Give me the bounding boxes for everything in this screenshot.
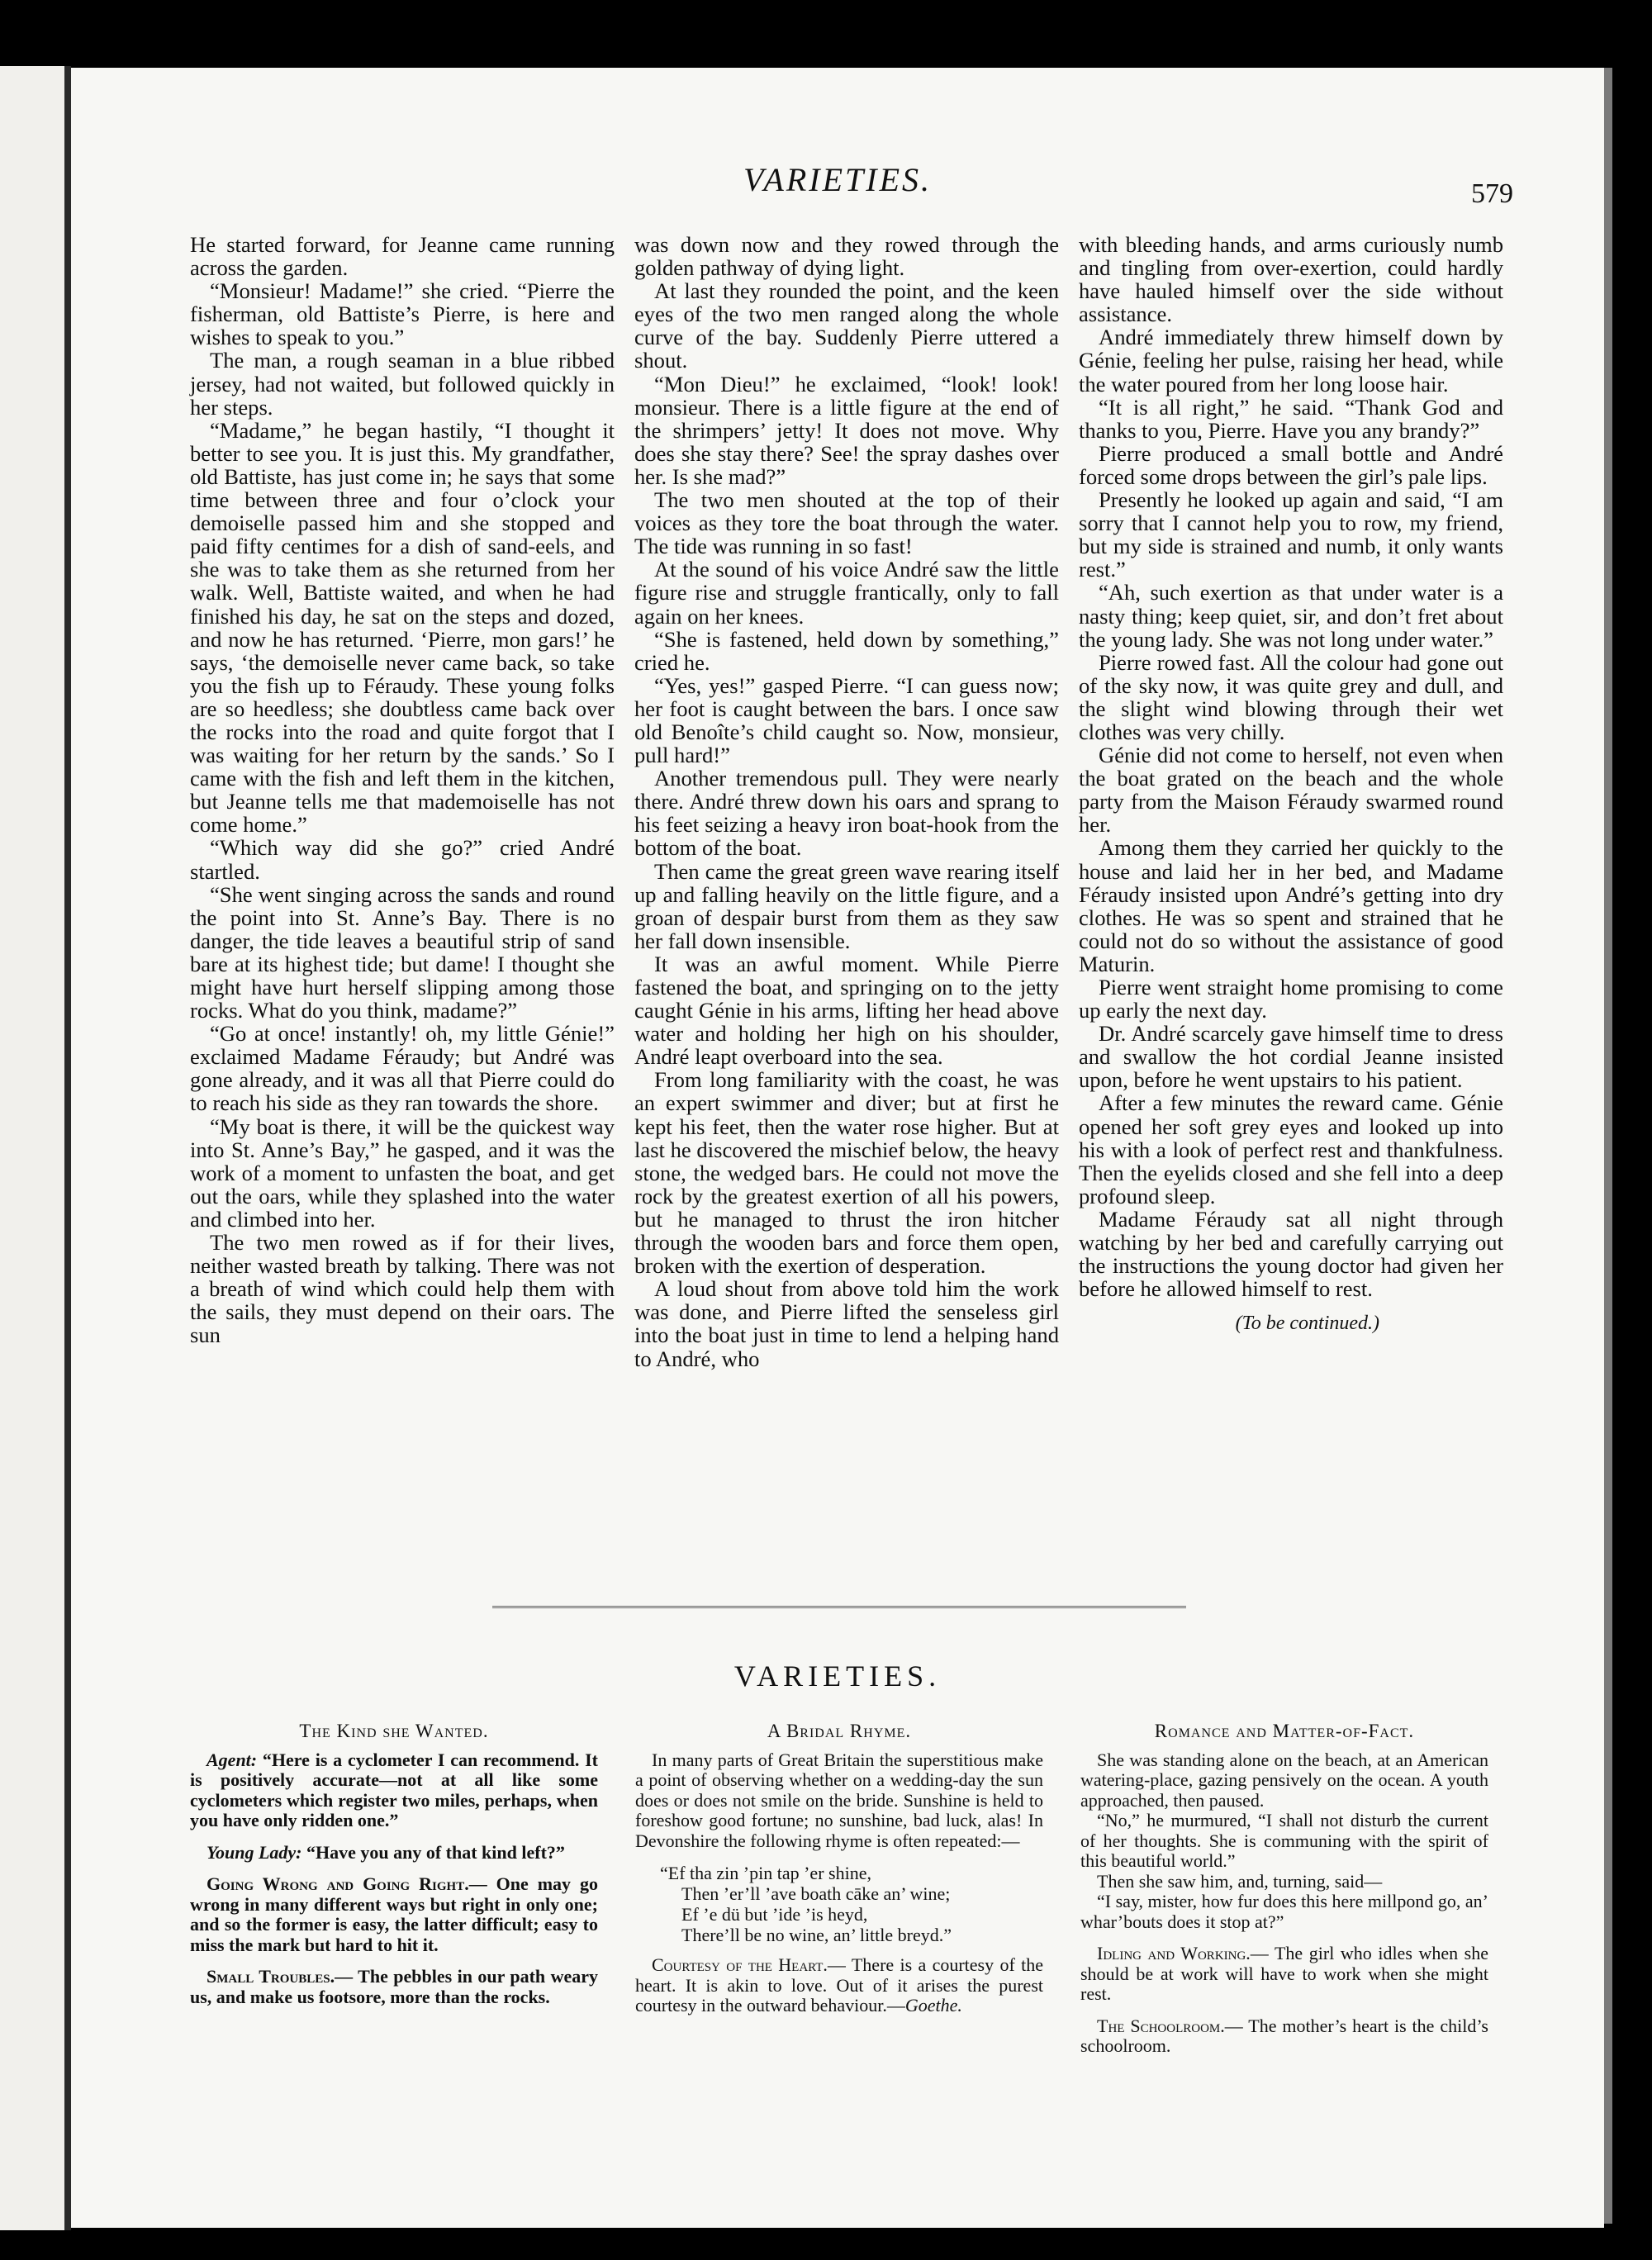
page-edge xyxy=(1604,68,1612,2224)
story-paragraph: From long familiarity with the coast, he was an expert swimmer and diver; but at first he kept his feet, then the water rose higher. But at last he discovered the mischief below, the heavy stone, the wedged bars. He could not move the rock by the greatest exertion of all his powers, but he managed to thrust the iron hitcher through the wooden bars and force them open, broken with the exertion of desperation. xyxy=(634,1067,1059,1279)
item-small-troubles xyxy=(190,1967,598,2007)
story-paragraph: He started forward, for Jeanne came running across the garden. xyxy=(190,232,615,281)
story-paragraph: “It is all right,” he said. “Thank God and thanks to you, Pierre. Have you any brandy?” xyxy=(1079,394,1503,443)
item-text: Then she saw him, and, turning, said— xyxy=(1097,1870,1383,1892)
varieties-column-1 xyxy=(190,1721,598,2019)
story-paragraph: Dr. André scarcely gave himself time to dress and swallow the hot cordial Jeanne insisted upon, before he went upstairs to his patient. xyxy=(1079,1021,1503,1093)
item-heading: Idling and Working.— xyxy=(1097,1943,1269,1963)
attribution: Goethe. xyxy=(904,1995,962,2015)
story-paragraph: At the sound of his voice André saw the little figure rise and struggle frantically, only to fall again on her knees. xyxy=(634,557,1059,629)
item-text: “No,” he murmured, “I shall not disturb the current of her thoughts. She is communing with the spirit of this beautiful world.” xyxy=(1080,1810,1488,1871)
item-text: The pebbles in our path weary us, and make us footsore, more than the rocks. xyxy=(190,1966,599,2007)
item-heading: A Bridal Rhyme. xyxy=(767,1721,912,1741)
speaker-label: Young Lady: xyxy=(206,1841,302,1863)
story-paragraph: Génie did not come to herself, not even when the boat grated on the beach and the whole party from the Maison Féraudy swarmed round her. xyxy=(1079,743,1503,838)
story-paragraph: André immediately threw himself down by Génie, feeling her pulse, raising her head, while the water poured from her long loose hair. xyxy=(1079,325,1503,396)
story-paragraph: “Monsieur! Madame!” she cried. “Pierre the fisherman, old Battiste’s Pierre, is here and wishes to speak to you.” xyxy=(190,278,615,350)
item-text: In many parts of Great Britain the superstitious make a point of observing whether on a wedding-day the sun does or does not smile on the bride. Sunshine is held to foreshow good fortune; no sunshine, bad luck, alas! In Devonshire the following rhyme is often repeated:— xyxy=(635,1749,1043,1851)
story-paragraph: The two men rowed as if for their lives, neither wasted breath by talking. There was not a breath of wind which could help them with the sails, they must depend on their oars. The sun xyxy=(190,1230,615,1348)
story-paragraph: It was an awful moment. While Pierre fastened the boat, and springing on to the jetty caught Génie in his arms, lifting her head above water and holding her high on his shoulder, André leapt overboard into the sea. xyxy=(634,951,1059,1070)
item-courtesy xyxy=(635,1955,1043,2016)
varieties-column-3 xyxy=(1080,1721,1488,2068)
item-heading: Small Troubles.— xyxy=(206,1966,354,1987)
dialogue-agent xyxy=(190,1750,598,1831)
devonshire-rhyme xyxy=(660,1863,1043,1945)
story-paragraph: Then came the great green wave rearing itself up and falling heavily on the little figure, and a groan of despair burst from them as they saw her fall down insensible. xyxy=(634,858,1059,953)
story-paragraph: The man, a rough seaman in a blue ribbed jersey, had not waited, but followed quickly in her steps. xyxy=(190,348,615,420)
item-heading: Romance and Matter-of-Fact. xyxy=(1154,1721,1415,1741)
varieties-heading: VARIETIES. xyxy=(733,1659,942,1693)
story-paragraph: with bleeding hands, and arms curiously numb and tingling from over-exertion, could hardly have hauled himself over the side without assistance. xyxy=(1079,232,1503,327)
story-paragraph: “Yes, yes!” gasped Pierre. “I can guess now; her foot is caught between the bars. I once saw old Benoîte’s child caught so. Now, monsieur, pull hard!” xyxy=(634,672,1059,768)
verse-line: There’ll be no wine, an’ little breyd.” xyxy=(681,1925,952,1945)
item-text: She was standing alone on the beach, at an American watering-place, gazing pensively on the ocean. A youth approached, then paused. xyxy=(1080,1749,1488,1811)
story-paragraph: At last they rounded the point, and the keen eyes of the two men ranged along the whole curve of the bay. Suddenly Pierre uttered a shout. xyxy=(634,278,1059,373)
story-column-2 xyxy=(634,233,1059,1370)
story-column-3 xyxy=(1079,233,1503,1335)
dialogue-text: “Have you any of that kind left?” xyxy=(306,1841,565,1863)
story-paragraph: was down now and they rowed through the golden pathway of dying light. xyxy=(634,232,1059,281)
section-divider xyxy=(492,1606,1186,1608)
story-paragraph: “She is fastened, held down by something,” cried he. xyxy=(634,626,1059,675)
varieties-column-2 xyxy=(635,1721,1043,2028)
book-page xyxy=(71,68,1604,2228)
story-paragraph: Pierre went straight home promising to come up early the next day. xyxy=(1079,975,1503,1023)
item-text: The mother’s heart is the child’s schoolroom. xyxy=(1080,2015,1488,2056)
to-be-continued: (To be continued.) xyxy=(1235,1313,1379,1335)
speaker-label: Agent: xyxy=(206,1749,258,1770)
story-paragraph: After a few minutes the reward came. Génie opened her soft grey eyes and looked up into his with a look of perfect rest and thankfulness. Then the eyelids closed and she fell into a deep profound sleep. xyxy=(1079,1090,1503,1208)
story-paragraph: Madame Féraudy sat all night through watching by her bed and carefully carrying out the instructions the young doctor had given her before he allowed himself to rest. xyxy=(1079,1206,1503,1302)
book-gutter xyxy=(64,66,71,2230)
item-going-wrong xyxy=(190,1874,598,1955)
story-paragraph: Presently he looked up again and said, “I am sorry that I cannot help you to row, my friend, but my side is strained and numb, it only wants rest.” xyxy=(1079,487,1503,582)
story-paragraph: “She went singing across the sands and round the point into St. Anne’s Bay. There is no danger, the tide leaves a beautiful strip of sand bare at its highest tide; but dame! I thought she might have hurt herself slipping among those rocks. What do you think, madame?” xyxy=(190,881,615,1023)
verse-line: Then ’er’ll ’ave boath cāke an’ wine; xyxy=(681,1883,951,1904)
story-paragraph: Pierre produced a small bottle and André forced some drops between the girl’s pale lips. xyxy=(1079,440,1503,489)
verse-line: “Ef tha zin ’pin tap ’er shine, xyxy=(660,1863,871,1883)
item-heading: The Kind she Wanted. xyxy=(299,1721,489,1741)
page-number: 579 xyxy=(1471,178,1513,209)
story-paragraph: A loud shout from above told him the work was done, and Pierre lifted the senseless girl into the boat just in time to lend a helping hand to André, who xyxy=(634,1276,1059,1371)
item-text: One may go wrong in many different ways but right in only one; and so the former is easy, the latter difficult; easy to miss the mark but hard to hit it. xyxy=(190,1873,598,1955)
story-paragraph: Another tremendous pull. They were nearly there. André threw down his oars and sprang to his feet seizing a heavy iron boat-hook from the bottom of the boat. xyxy=(634,766,1059,861)
dialogue-text: “Here is a cyclometer I can recommend. It is positively accurate—not at all like some cyclometers which register two miles, perhaps, when you have only ridden one.” xyxy=(190,1749,599,1830)
facing-page-edge xyxy=(0,66,64,2230)
verse-line: Ef ’e dü but ’ide ’is heyd, xyxy=(681,1904,868,1925)
item-text: There is a courtesy of the heart. It is akin to love. Out of it arises the purest courtesy in the outward behaviour.— xyxy=(635,1954,1043,2015)
story-paragraph: “Which way did she go?” cried André startled. xyxy=(190,835,615,884)
story-paragraph: “Madame,” he began hastily, “I thought it better to see you. It is just this. My grandfather, old Battiste, has just come in; he says that some time between three and four o’clock your demoiselle passed him and she stopped and paid fifty centimes for a dish of sand-eels, and she was to take them as she returned from her walk. Well, Battiste waited, and when he had finished his day, he sat on the steps and dozed, and now he has returned. ‘Pierre, mon gars!’ he says, ‘the demoiselle never came back, so take you the fish up to Féraudy. These young folks are so heedless; she doubtless came back over the rocks into the road and quite forgot that I was waiting for her return by the sands.’ So I came with the fish and left them in the kitchen, but Jeanne tells me that mademoiselle has not come home.” xyxy=(190,417,615,838)
running-head: VARIETIES. xyxy=(743,161,933,198)
item-heading: Going Wrong and Going Right.— xyxy=(206,1873,487,1894)
item-heading: The Schoolroom.— xyxy=(1097,2015,1243,2036)
story-paragraph: “Mon Dieu!” he exclaimed, “look! look! monsieur. There is a little figure at the end of the shrimpers’ jetty! It does not move. Why does she stay there? See! the spray dashes over her. Is she mad?” xyxy=(634,371,1059,489)
story-paragraph: “Go at once! instantly! oh, my little Génie!” exclaimed Madame Féraudy; but André was gone already, and it was all that Pierre could do to reach his side as they ran towards the shore. xyxy=(190,1021,615,1116)
item-text: The girl who idles when she should be at work will have to work when she might rest. xyxy=(1080,1943,1488,2004)
story-paragraph: Among them they carried her quickly to the house and laid her in her bed, and Madame Féraudy insisted upon André’s getting into dry clothes. He was so spent and strained that he could not do so without the assistance of good Maturin. xyxy=(1079,835,1503,976)
item-text: “I say, mister, how fur does this here millpond go, an’ whar’bouts does it stop at?” xyxy=(1080,1891,1488,1932)
item-heading: Courtesy of the Heart.— xyxy=(652,1954,846,1975)
item-idling xyxy=(1080,1944,1488,2005)
item-schoolroom xyxy=(1080,2016,1488,2057)
story-paragraph: The two men shouted at the top of their voices as they tore the boat through the water. The tide was running in so fast! xyxy=(634,487,1059,559)
story-column-1 xyxy=(190,233,615,1347)
story-paragraph: “Ah, such exertion as that under water is a nasty thing; keep quiet, sir, and don’t fret about the young lady. She was not long under water.” xyxy=(1079,580,1503,652)
story-paragraph: “My boat is there, it will be the quickest way into St. Anne’s Bay,” he gasped, and it was the work of a moment to unfasten the boat, and get out the oars, while they splashed into the water and climbed into her. xyxy=(190,1113,615,1232)
story-paragraph: Pierre rowed fast. All the colour had gone out of the sky now, it was quite grey and dull, and the slight wind blowing through their wet clothes was very chilly. xyxy=(1079,649,1503,744)
dialogue-lady xyxy=(190,1843,598,1864)
